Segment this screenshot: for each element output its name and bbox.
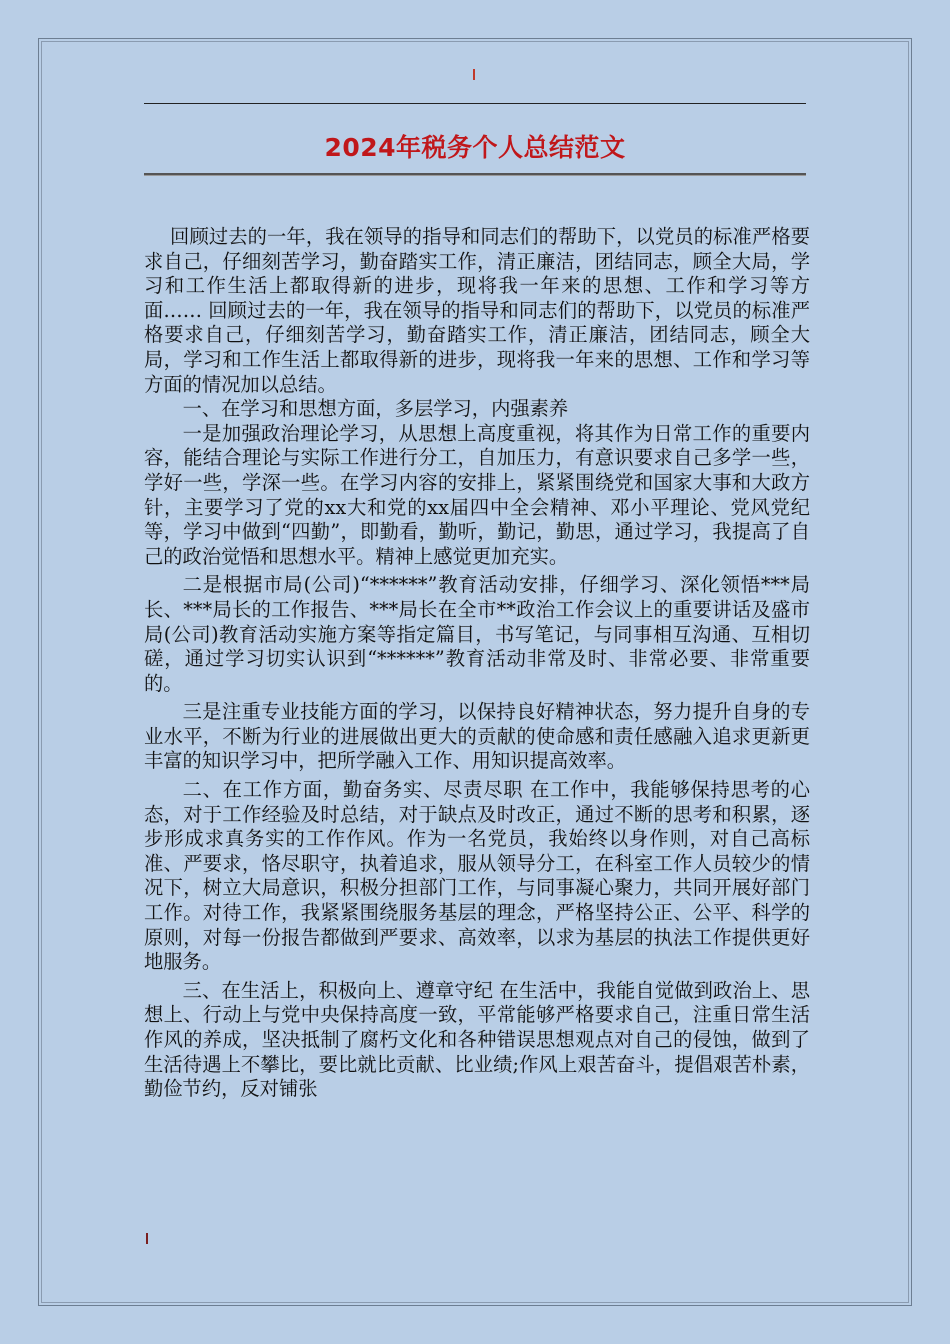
paragraph-study-2: 二是根据市局(公司)“******”教育活动安排，仔细学习、深化领悟***局长、***局长的工作报告、***局长在全市**政治工作会议上的重要讲话及盛市局(公司)教育活动实施方案等指定篇目，书写笔记，与同事相互沟通、互相切磋，通过学习切实认识到“******”教育活动非常及时、非常必要、非常重要的。 <box>144 573 810 695</box>
intro-paragraph: 回顾过去的一年，我在领导的指导和同志们的帮助下，以党员的标准严格要求自己，仔细刻苦学习，勤奋踏实工作，清正廉洁，团结同志，顾全大局，学习和工作生活上都取得新的进步，现将我一年来的思想、工作和学习等方面…… 回顾过去的一年，我在领导的指导和同志们的帮助下，以党员的标准严格要求自己，仔细刻苦学习，勤奋踏实工作，清正廉洁，团结同志，顾全大局，学习和工作生活上都取得新的进步，现将我一年来的思想、工作和学习等方面的情况加以总结。 <box>144 225 810 396</box>
section-heading-study: 一、在学习和思想方面，多层学习，内强素养 <box>182 397 569 421</box>
header-cursor-mark <box>473 69 475 80</box>
header-rule <box>144 103 806 104</box>
title-underline <box>144 173 806 175</box>
document-title: 2024年税务个人总结范文 <box>324 133 626 162</box>
paragraph-life: 三、在生活上，积极向上、遵章守纪 在生活中，我能自觉做到政治上、思想上、行动上与党中央保持高度一致，平常能够严格要求自己，注重日常生活作风的养成，坚决抵制了腐朽文化和各种错误思想观点对自己的侵蚀，做到了生活待遇上不攀比，要比就比贡献、比业绩;作风上艰苦奋斗，提倡艰苦朴素，勤俭节约，反对铺张 <box>144 978 810 1101</box>
paragraph-study-3: 三是注重专业技能方面的学习，以保持良好精神状态，努力提升自身的专业水平，不断为行业的进展做出更大的贡献的使命感和责任感融入追求更新更丰富的知识学习中，把所学融入工作、用知识提高效率。 <box>144 700 810 773</box>
footer-cursor-mark <box>146 1233 148 1244</box>
document-body <box>144 225 810 1102</box>
paragraph-work: 二、在工作方面，勤奋务实、尽责尽职 在工作中，我能够保持思考的心态，对于工作经验及时总结，对于缺点及时改正，通过不断的思考和积累，逐步形成求真务实的工作作风。作为一名党员，我始终以身作则，对自己高标准、严要求，恪尽职守，执着追求，服从领导分工，在科室工作人员较少的情况下，树立大局意识，积极分担部门工作，与同事凝心聚力，共同开展好部门工作。对待工作，我紧紧围绕服务基层的理念，严格坚持公正、公平、科学的原则，对每一份报告都做到严要求、高效率，以求为基层的执法工作提供更好地服务。 <box>144 778 810 974</box>
paragraph-study-1: 一是加强政治理论学习，从思想上高度重视，将其作为日常工作的重要内容，能结合理论与实际工作进行分工，自加压力，有意识要求自己多学一些，学好一些，学深一些。在学习内容的安排上，紧紧围绕党和国家大事和大政方针，主要学习了党的xx大和党的xx届四中全会精神、邓小平理论、党风党纪等，学习中做到“四勤”，即勤看，勤听，勤记，勤思，通过学习，我提高了自己的政治觉悟和思想水平。精神上感觉更加充实。 <box>144 421 810 568</box>
